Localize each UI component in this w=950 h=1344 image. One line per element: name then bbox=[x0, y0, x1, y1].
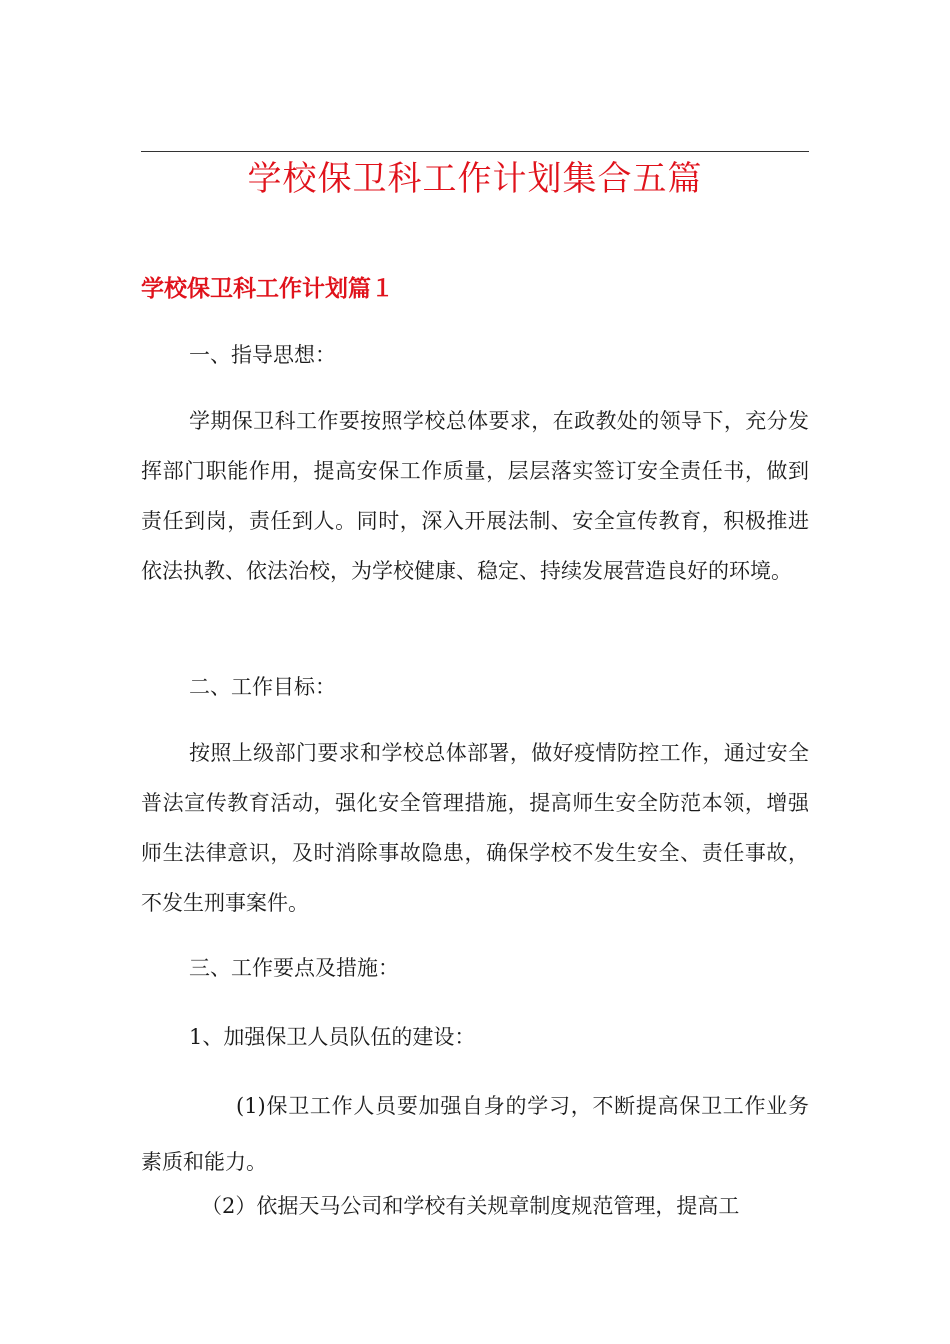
heading-work-goals: 二、工作目标： bbox=[189, 675, 336, 699]
list-item-1: 1、加强保卫人员队伍的建设： bbox=[189, 1025, 476, 1049]
paragraph-work-goals: 按照上级部门要求和学校总体部署，做好疫情防控工作，通过安全普法宣传教育活动，强化安全管理措施，提高师生安全防范本领，增强师生法律意识，及时消除事故隐患，确保学校不发生安全、责任事故，不发生刑事案件。 bbox=[141, 741, 809, 915]
list-item-1-1: (1)保卫工作人员要加强自身的学习，不断提高保卫工作业务素质和能力。 bbox=[141, 1094, 809, 1174]
list-item-1-2: （2）依据天马公司和学校有关规章制度规范管理，提高工 bbox=[201, 1194, 740, 1218]
heading-work-points: 三、工作要点及措施： bbox=[189, 956, 399, 980]
document-title: 学校保卫科工作计划集合五篇 bbox=[247, 159, 703, 199]
heading-guiding-ideology: 一、指导思想： bbox=[189, 343, 336, 367]
paragraph-guiding-ideology: 学期保卫科工作要按照学校总体要求，在政教处的领导下，充分发挥部门职能作用，提高安保工作质量，层层落实签订安全责任书，做到责任到岗，责任到人。同时，深入开展法制、安全宣传教育，积极推进依法执教、依法治校，为学校健康、稳定、持续发展营造良好的环境。 bbox=[141, 409, 809, 583]
section-heading: 学校保卫科工作计划篇１ bbox=[141, 276, 394, 302]
header-rule bbox=[141, 151, 809, 152]
